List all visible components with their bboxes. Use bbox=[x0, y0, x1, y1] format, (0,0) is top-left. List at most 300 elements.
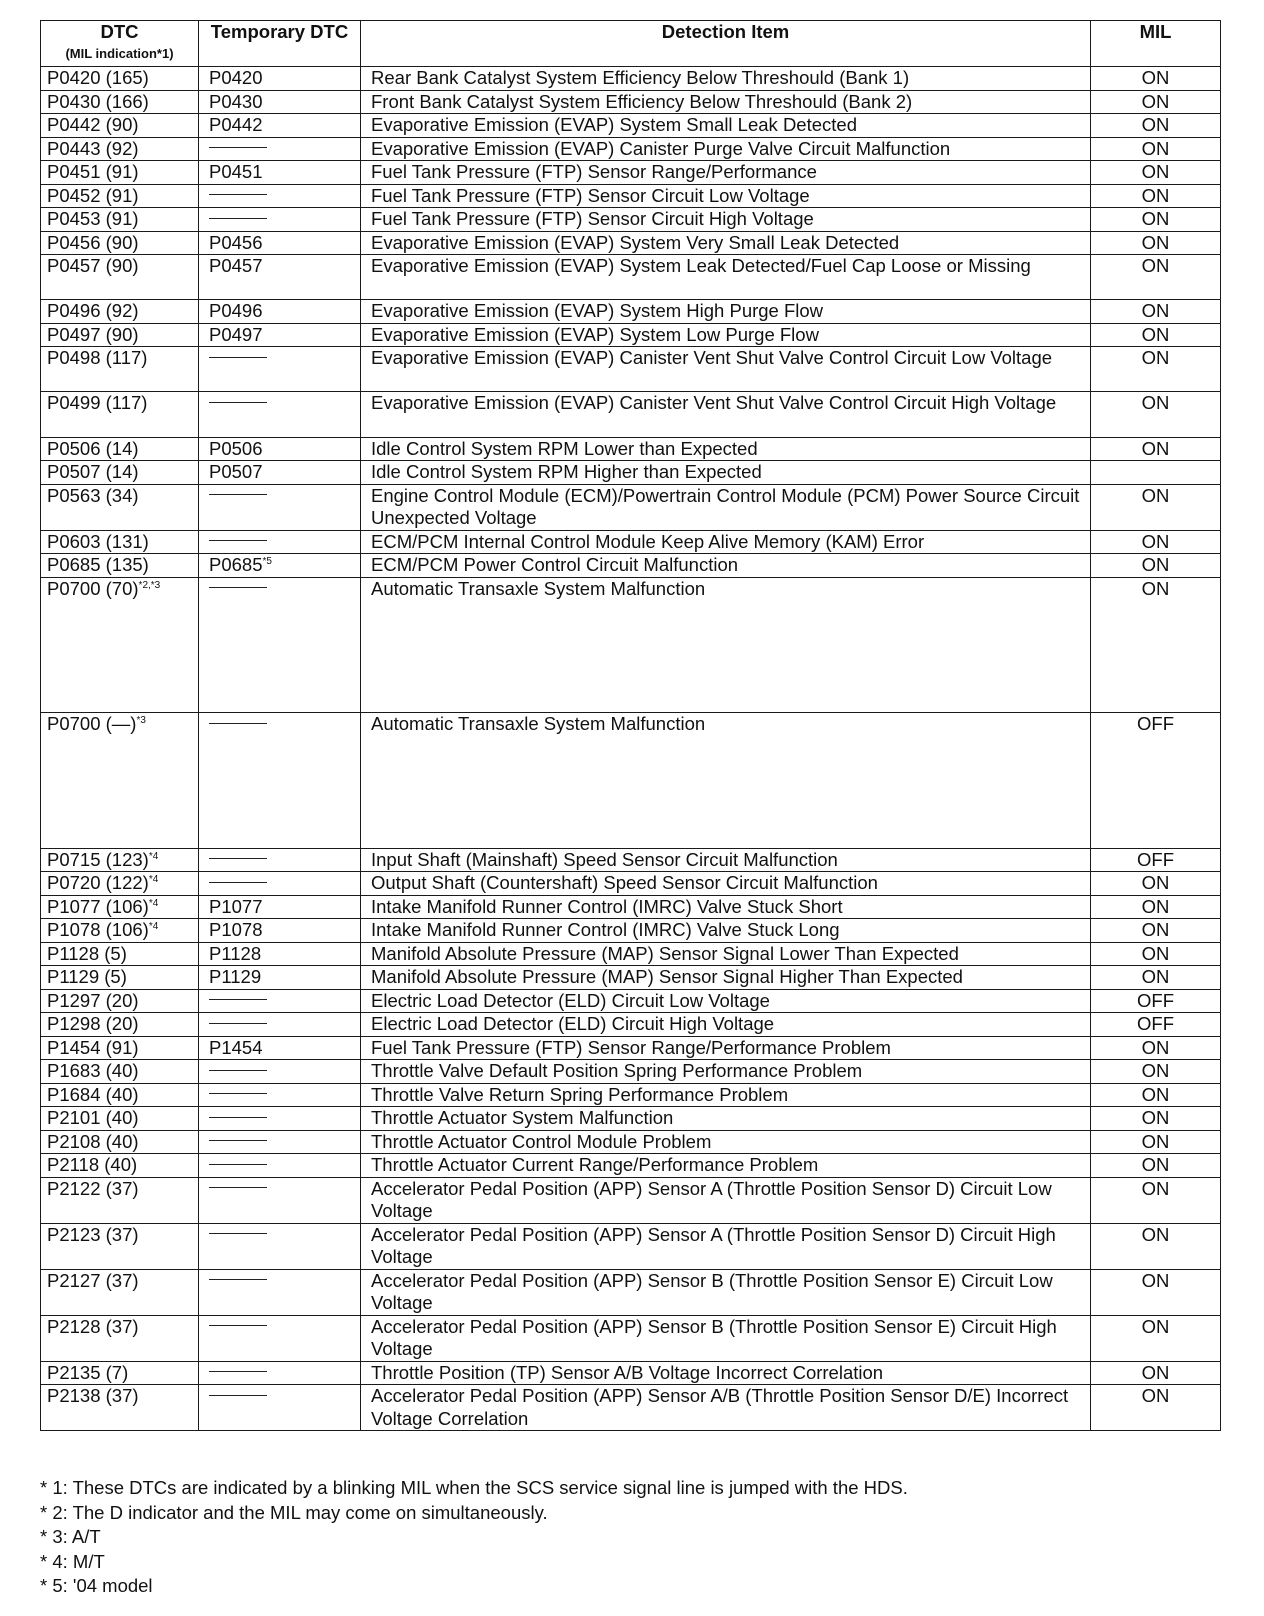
detection-item-cell: Throttle Valve Default Position Spring Performance Problem bbox=[361, 1060, 1091, 1084]
no-temporary-dtc-dash bbox=[209, 540, 267, 541]
dtc-code-cell bbox=[41, 1107, 199, 1131]
dtc-footnote-ref: *4 bbox=[148, 897, 159, 909]
table-row bbox=[41, 1083, 1221, 1107]
table-row bbox=[41, 184, 1221, 208]
dtc-code: P2108 (40) bbox=[47, 1130, 139, 1152]
detection-item-cell: Front Bank Catalyst System Efficiency Below Threshould (Bank 2) bbox=[361, 90, 1091, 114]
temporary-dtc-cell bbox=[199, 1013, 361, 1037]
dtc-code: P0497 (90) bbox=[47, 323, 139, 345]
no-temporary-dtc-dash bbox=[209, 723, 267, 724]
mil-status-cell: ON bbox=[1091, 1361, 1221, 1385]
temporary-dtc-cell bbox=[199, 392, 361, 437]
dtc-code: P1684 (40) bbox=[47, 1083, 139, 1105]
footnote: * 2: The D indicator and the MIL may come on simultaneously. bbox=[40, 1501, 548, 1523]
temporary-dtc-code: P1078 bbox=[209, 919, 263, 941]
mil-status-cell: OFF bbox=[1091, 713, 1221, 849]
table-row bbox=[41, 942, 1221, 966]
detection-item-cell: Rear Bank Catalyst System Efficiency Below Threshould (Bank 1) bbox=[361, 67, 1091, 91]
dtc-code: P0603 (131) bbox=[47, 530, 149, 552]
detection-item-cell: Evaporative Emission (EVAP) System High Purge Flow bbox=[361, 300, 1091, 324]
dtc-code: P1128 (5) bbox=[47, 942, 127, 964]
dtc-code-cell bbox=[41, 323, 199, 347]
mil-status-cell: ON bbox=[1091, 966, 1221, 990]
no-temporary-dtc-dash bbox=[209, 1187, 267, 1188]
temporary-dtc-cell bbox=[199, 530, 361, 554]
detection-item-cell: Fuel Tank Pressure (FTP) Sensor Range/Performance Problem bbox=[361, 1036, 1091, 1060]
header-dtc bbox=[41, 21, 199, 67]
no-temporary-dtc-dash bbox=[209, 218, 267, 219]
dtc-code-cell bbox=[41, 1036, 199, 1060]
temporary-dtc-cell bbox=[199, 137, 361, 161]
mil-status-cell: ON bbox=[1091, 114, 1221, 138]
table-row bbox=[41, 919, 1221, 943]
dtc-code: P0498 (117) bbox=[47, 347, 148, 369]
temporary-dtc-cell bbox=[199, 67, 361, 91]
table-row bbox=[41, 67, 1221, 91]
detection-item-cell: Intake Manifold Runner Control (IMRC) Valve Stuck Long bbox=[361, 919, 1091, 943]
mil-status-cell: ON bbox=[1091, 255, 1221, 300]
table-row bbox=[41, 347, 1221, 392]
no-temporary-dtc-dash bbox=[209, 194, 267, 195]
detection-item-cell: Input Shaft (Mainshaft) Speed Sensor Circuit Malfunction bbox=[361, 848, 1091, 872]
mil-status-cell: ON bbox=[1091, 1154, 1221, 1178]
dtc-code-cell bbox=[41, 530, 199, 554]
temporary-dtc-cell bbox=[199, 347, 361, 392]
dtc-code-cell bbox=[41, 392, 199, 437]
mil-status-cell: OFF bbox=[1091, 848, 1221, 872]
temporary-dtc-cell bbox=[199, 1361, 361, 1385]
no-temporary-dtc-dash bbox=[209, 1325, 267, 1326]
temporary-dtc-cell bbox=[199, 1177, 361, 1223]
mil-status-cell: ON bbox=[1091, 90, 1221, 114]
temporary-dtc-cell bbox=[199, 872, 361, 896]
dtc-footnote-ref: *4 bbox=[148, 874, 159, 886]
table-row bbox=[41, 989, 1221, 1013]
temporary-dtc-code: P1128 bbox=[209, 942, 262, 964]
table-row bbox=[41, 161, 1221, 185]
detection-item-cell: Electric Load Detector (ELD) Circuit Low Voltage bbox=[361, 989, 1091, 1013]
header-dtc-label: DTC bbox=[100, 21, 139, 42]
dtc-code-cell bbox=[41, 713, 199, 849]
no-temporary-dtc-dash bbox=[209, 494, 267, 495]
dtc-code: P2138 (37) bbox=[47, 1385, 139, 1407]
temporary-dtc-code: P0506 bbox=[209, 437, 263, 459]
no-temporary-dtc-dash bbox=[209, 1070, 267, 1071]
mil-status-cell: ON bbox=[1091, 919, 1221, 943]
dtc-code: P0443 (92) bbox=[47, 137, 139, 159]
dtc-code: P0456 (90) bbox=[47, 231, 139, 253]
table-row bbox=[41, 1013, 1221, 1037]
temporary-dtc-cell bbox=[199, 942, 361, 966]
no-temporary-dtc-dash bbox=[209, 1023, 267, 1024]
no-temporary-dtc-dash bbox=[209, 1371, 267, 1372]
detection-item-cell: ECM/PCM Power Control Circuit Malfunction bbox=[361, 554, 1091, 578]
detection-item-cell: Throttle Position (TP) Sensor A/B Voltage Incorrect Correlation bbox=[361, 1361, 1091, 1385]
mil-status-cell: ON bbox=[1091, 323, 1221, 347]
dtc-footnote-ref: *4 bbox=[148, 921, 159, 933]
temporary-dtc-code: P1077 bbox=[209, 895, 263, 917]
no-temporary-dtc-dash bbox=[209, 402, 267, 403]
mil-status-cell: ON bbox=[1091, 895, 1221, 919]
mil-status-cell: ON bbox=[1091, 1107, 1221, 1131]
dtc-code-cell bbox=[41, 347, 199, 392]
dtc-code-cell bbox=[41, 919, 199, 943]
table-row bbox=[41, 1154, 1221, 1178]
detection-item-cell: Automatic Transaxle System Malfunction bbox=[361, 713, 1091, 849]
footnotes bbox=[40, 1476, 1140, 1599]
table-row bbox=[41, 1269, 1221, 1315]
mil-status-cell: ON bbox=[1091, 1036, 1221, 1060]
mil-status-cell: ON bbox=[1091, 67, 1221, 91]
footnote: * 3: A/T bbox=[40, 1526, 101, 1547]
detection-item-cell: Fuel Tank Pressure (FTP) Sensor Range/Performance bbox=[361, 161, 1091, 185]
temporary-dtc-cell bbox=[199, 1269, 361, 1315]
detection-item-cell: Accelerator Pedal Position (APP) Sensor B (Throttle Position Sensor E) Circuit Low Voltage bbox=[361, 1269, 1091, 1315]
temporary-dtc-cell bbox=[199, 577, 361, 713]
dtc-footnote-ref: *2,*3 bbox=[138, 579, 161, 591]
no-temporary-dtc-dash bbox=[209, 1395, 267, 1396]
mil-status-cell: OFF bbox=[1091, 989, 1221, 1013]
mil-status-cell: ON bbox=[1091, 1315, 1221, 1361]
table-row bbox=[41, 323, 1221, 347]
dtc-code: P1078 (106) bbox=[47, 919, 149, 941]
footnote: * 5: '04 model bbox=[40, 1575, 153, 1596]
detection-item-cell: Idle Control System RPM Higher than Expected bbox=[361, 461, 1091, 485]
table-body bbox=[41, 67, 1221, 1431]
mil-status-cell: ON bbox=[1091, 1177, 1221, 1223]
detection-item-cell: Manifold Absolute Pressure (MAP) Sensor Signal Higher Than Expected bbox=[361, 966, 1091, 990]
temporary-dtc-cell bbox=[199, 184, 361, 208]
temporary-dtc-code: P0442 bbox=[209, 114, 263, 135]
dtc-code-cell bbox=[41, 989, 199, 1013]
footnote: * 1: These DTCs are indicated by a blinking MIL when the SCS service signal line is jumped with the HDS. bbox=[40, 1477, 908, 1498]
temporary-dtc-cell bbox=[199, 989, 361, 1013]
dtc-code-cell bbox=[41, 848, 199, 872]
table-row bbox=[41, 1060, 1221, 1084]
detection-item-cell: Manifold Absolute Pressure (MAP) Sensor Signal Lower Than Expected bbox=[361, 942, 1091, 966]
dtc-code-cell bbox=[41, 577, 199, 713]
dtc-code: P0430 (166) bbox=[47, 90, 149, 112]
detection-item-cell: Output Shaft (Countershaft) Speed Sensor Circuit Malfunction bbox=[361, 872, 1091, 896]
dtc-code: P0499 (117) bbox=[47, 392, 148, 414]
table-row bbox=[41, 1177, 1221, 1223]
dtc-code: P1454 (91) bbox=[47, 1036, 139, 1058]
dtc-code: P0700 (—) bbox=[47, 713, 137, 735]
detection-item-cell: Evaporative Emission (EVAP) System Low Purge Flow bbox=[361, 323, 1091, 347]
dtc-code: P2123 (37) bbox=[47, 1223, 139, 1245]
dtc-code-cell bbox=[41, 1361, 199, 1385]
mil-status-cell bbox=[1091, 461, 1221, 485]
dtc-code-cell bbox=[41, 461, 199, 485]
header-temporary-dtc: Temporary DTC bbox=[199, 21, 361, 67]
no-temporary-dtc-dash bbox=[209, 858, 267, 859]
no-temporary-dtc-dash bbox=[209, 357, 267, 358]
temporary-dtc-cell bbox=[199, 966, 361, 990]
temporary-dtc-cell bbox=[199, 323, 361, 347]
dtc-code-cell bbox=[41, 300, 199, 324]
mil-status-cell: ON bbox=[1091, 392, 1221, 437]
no-temporary-dtc-dash bbox=[209, 587, 267, 588]
mil-status-cell: ON bbox=[1091, 137, 1221, 161]
dtc-code-cell bbox=[41, 1083, 199, 1107]
detection-item-cell: Throttle Valve Return Spring Performance Problem bbox=[361, 1083, 1091, 1107]
temporary-dtc-cell bbox=[199, 484, 361, 530]
detection-item-cell: Accelerator Pedal Position (APP) Sensor A/B (Throttle Position Sensor D/E) Incorrect Voltage Correlation bbox=[361, 1385, 1091, 1431]
dtc-code: P1129 (5) bbox=[47, 966, 127, 988]
dtc-code-cell bbox=[41, 1130, 199, 1154]
temporary-dtc-cell bbox=[199, 90, 361, 114]
dtc-code-cell bbox=[41, 208, 199, 232]
detection-item-cell: Evaporative Emission (EVAP) Canister Vent Shut Valve Control Circuit High Voltage bbox=[361, 392, 1091, 437]
mil-status-cell: OFF bbox=[1091, 1013, 1221, 1037]
dtc-code: P2122 (37) bbox=[47, 1177, 139, 1199]
mil-status-cell: ON bbox=[1091, 1060, 1221, 1084]
table-row bbox=[41, 1315, 1221, 1361]
temporary-dtc-cell bbox=[199, 895, 361, 919]
dtc-code-cell bbox=[41, 114, 199, 138]
dtc-code-cell bbox=[41, 1013, 199, 1037]
detection-item-cell: Electric Load Detector (ELD) Circuit High Voltage bbox=[361, 1013, 1091, 1037]
temporary-dtc-code: P0496 bbox=[209, 300, 263, 322]
table-row bbox=[41, 300, 1221, 324]
table-row bbox=[41, 1130, 1221, 1154]
temporary-dtc-cell bbox=[199, 300, 361, 324]
mil-status-cell: ON bbox=[1091, 184, 1221, 208]
detection-item-cell: Idle Control System RPM Lower than Expected bbox=[361, 437, 1091, 461]
dtc-footnote-ref: *4 bbox=[148, 850, 159, 862]
dtc-code-cell bbox=[41, 1177, 199, 1223]
temporary-dtc-cell bbox=[199, 114, 361, 138]
table-row bbox=[41, 484, 1221, 530]
detection-item-cell: Evaporative Emission (EVAP) Canister Purge Valve Circuit Malfunction bbox=[361, 137, 1091, 161]
dtc-code: P2128 (37) bbox=[47, 1315, 139, 1337]
no-temporary-dtc-dash bbox=[209, 1233, 267, 1234]
mil-status-cell: ON bbox=[1091, 1130, 1221, 1154]
dtc-code: P1683 (40) bbox=[47, 1060, 139, 1082]
table-row bbox=[41, 1223, 1221, 1269]
dtc-code: P1297 (20) bbox=[47, 989, 139, 1011]
mil-status-cell: ON bbox=[1091, 208, 1221, 232]
temporary-dtc-cell bbox=[199, 1385, 361, 1431]
dtc-code: P0685 (135) bbox=[47, 554, 149, 576]
no-temporary-dtc-dash bbox=[209, 1164, 267, 1165]
dtc-code-cell bbox=[41, 437, 199, 461]
dtc-code: P0506 (14) bbox=[47, 437, 139, 459]
temporary-dtc-cell bbox=[199, 437, 361, 461]
mil-status-cell: ON bbox=[1091, 530, 1221, 554]
dtc-code: P2127 (37) bbox=[47, 1269, 139, 1291]
dtc-code-cell bbox=[41, 184, 199, 208]
dtc-code: P0442 (90) bbox=[47, 114, 139, 135]
temporary-dtc-cell bbox=[199, 255, 361, 300]
temporary-dtc-code: P0456 bbox=[209, 231, 263, 253]
dtc-code-cell bbox=[41, 1269, 199, 1315]
temporary-dtc-cell bbox=[199, 231, 361, 255]
mil-status-cell: ON bbox=[1091, 942, 1221, 966]
detection-item-cell: Automatic Transaxle System Malfunction bbox=[361, 577, 1091, 713]
temporary-dtc-cell bbox=[199, 1083, 361, 1107]
temporary-dtc-cell bbox=[199, 1036, 361, 1060]
table-row bbox=[41, 114, 1221, 138]
header-row bbox=[41, 21, 1221, 67]
dtc-code-cell bbox=[41, 161, 199, 185]
dtc-code: P2101 (40) bbox=[47, 1107, 139, 1129]
mil-status-cell: ON bbox=[1091, 577, 1221, 713]
table-row bbox=[41, 713, 1221, 849]
table-row bbox=[41, 1385, 1221, 1431]
dtc-code-cell bbox=[41, 484, 199, 530]
mil-status-cell: ON bbox=[1091, 1385, 1221, 1431]
no-temporary-dtc-dash bbox=[209, 1117, 267, 1118]
dtc-code: P0563 (34) bbox=[47, 484, 139, 506]
header-dtc-sub: (MIL indication*1) bbox=[65, 45, 174, 61]
no-temporary-dtc-dash bbox=[209, 147, 267, 148]
dtc-code-cell bbox=[41, 255, 199, 300]
no-temporary-dtc-dash bbox=[209, 882, 267, 883]
table-row bbox=[41, 1361, 1221, 1385]
detection-item-cell: Accelerator Pedal Position (APP) Sensor B (Throttle Position Sensor E) Circuit High Voltage bbox=[361, 1315, 1091, 1361]
no-temporary-dtc-dash bbox=[209, 1279, 267, 1280]
mil-status-cell: ON bbox=[1091, 484, 1221, 530]
dtc-code: P0451 (91) bbox=[47, 161, 139, 182]
mil-status-cell: ON bbox=[1091, 437, 1221, 461]
detection-item-cell: Evaporative Emission (EVAP) Canister Vent Shut Valve Control Circuit Low Voltage bbox=[361, 347, 1091, 392]
mil-status-cell: ON bbox=[1091, 554, 1221, 578]
mil-status-cell: ON bbox=[1091, 872, 1221, 896]
temporary-dtc-code: P1454 bbox=[209, 1036, 263, 1058]
detection-item-cell: Accelerator Pedal Position (APP) Sensor A (Throttle Position Sensor D) Circuit High Voltage bbox=[361, 1223, 1091, 1269]
table-row bbox=[41, 255, 1221, 300]
header-mil: MIL bbox=[1091, 21, 1221, 67]
mil-status-cell: ON bbox=[1091, 347, 1221, 392]
detection-item-cell: Evaporative Emission (EVAP) System Small Leak Detected bbox=[361, 114, 1091, 138]
mil-status-cell: ON bbox=[1091, 1269, 1221, 1315]
table-row bbox=[41, 208, 1221, 232]
detection-item-cell: Throttle Actuator System Malfunction bbox=[361, 1107, 1091, 1131]
dtc-code-cell bbox=[41, 1385, 199, 1431]
temporary-dtc-code: P0685 bbox=[209, 554, 263, 576]
dtc-code-cell bbox=[41, 67, 199, 91]
temporary-dtc-cell bbox=[199, 848, 361, 872]
dtc-code-cell bbox=[41, 90, 199, 114]
dtc-code: P0453 (91) bbox=[47, 208, 139, 229]
dtc-code: P0496 (92) bbox=[47, 300, 139, 322]
dtc-table bbox=[40, 20, 1221, 1431]
no-temporary-dtc-dash bbox=[209, 1093, 267, 1094]
detection-item-cell: Fuel Tank Pressure (FTP) Sensor Circuit High Voltage bbox=[361, 208, 1091, 232]
dtc-code-cell bbox=[41, 1060, 199, 1084]
dtc-code-cell bbox=[41, 966, 199, 990]
temporary-dtc-cell bbox=[199, 461, 361, 485]
table-row bbox=[41, 872, 1221, 896]
table-row bbox=[41, 437, 1221, 461]
mil-status-cell: ON bbox=[1091, 1223, 1221, 1269]
temporary-footnote-ref: *5 bbox=[262, 555, 272, 567]
mil-status-cell: ON bbox=[1091, 231, 1221, 255]
dtc-code-cell bbox=[41, 895, 199, 919]
dtc-code-cell bbox=[41, 137, 199, 161]
table-row bbox=[41, 530, 1221, 554]
dtc-code-cell bbox=[41, 1223, 199, 1269]
detection-item-cell: ECM/PCM Internal Control Module Keep Alive Memory (KAM) Error bbox=[361, 530, 1091, 554]
table-row bbox=[41, 461, 1221, 485]
detection-item-cell: Throttle Actuator Current Range/Performance Problem bbox=[361, 1154, 1091, 1178]
dtc-code: P1298 (20) bbox=[47, 1013, 139, 1035]
dtc-footnote-ref: *3 bbox=[136, 715, 146, 726]
detection-item-cell: Engine Control Module (ECM)/Powertrain Control Module (PCM) Power Source Circuit Unexpected Voltage bbox=[361, 484, 1091, 530]
table-row bbox=[41, 554, 1221, 578]
temporary-dtc-cell bbox=[199, 713, 361, 849]
temporary-dtc-code: P0430 bbox=[209, 90, 263, 112]
dtc-code: P1077 (106) bbox=[47, 895, 149, 917]
table-row bbox=[41, 137, 1221, 161]
dtc-code: P0420 (165) bbox=[47, 67, 149, 88]
temporary-dtc-cell bbox=[199, 1223, 361, 1269]
temporary-dtc-code: P0507 bbox=[209, 461, 263, 483]
mil-status-cell: ON bbox=[1091, 300, 1221, 324]
dtc-code-cell bbox=[41, 1154, 199, 1178]
table-row bbox=[41, 577, 1221, 713]
temporary-dtc-cell bbox=[199, 1060, 361, 1084]
temporary-dtc-code: P0457 bbox=[209, 255, 263, 276]
temporary-dtc-cell bbox=[199, 208, 361, 232]
dtc-code: P0715 (123) bbox=[47, 848, 149, 870]
temporary-dtc-code: P0420 bbox=[209, 67, 263, 88]
no-temporary-dtc-dash bbox=[209, 999, 267, 1000]
header-detection-item: Detection Item bbox=[361, 21, 1091, 67]
dtc-code: P0507 (14) bbox=[47, 461, 139, 483]
detection-item-cell: Throttle Actuator Control Module Problem bbox=[361, 1130, 1091, 1154]
temporary-dtc-code: P0451 bbox=[209, 161, 263, 182]
mil-status-cell: ON bbox=[1091, 1083, 1221, 1107]
detection-item-cell: Evaporative Emission (EVAP) System Leak Detected/Fuel Cap Loose or Missing bbox=[361, 255, 1091, 300]
temporary-dtc-cell bbox=[199, 919, 361, 943]
table-row bbox=[41, 895, 1221, 919]
dtc-code-cell bbox=[41, 872, 199, 896]
detection-item-cell: Evaporative Emission (EVAP) System Very Small Leak Detected bbox=[361, 231, 1091, 255]
dtc-code: P0457 (90) bbox=[47, 255, 139, 276]
detection-item-cell: Intake Manifold Runner Control (IMRC) Valve Stuck Short bbox=[361, 895, 1091, 919]
mil-status-cell: ON bbox=[1091, 161, 1221, 185]
footnote: * 4: M/T bbox=[40, 1550, 105, 1572]
temporary-dtc-cell bbox=[199, 1107, 361, 1131]
temporary-dtc-code: P0497 bbox=[209, 323, 263, 345]
detection-item-cell: Accelerator Pedal Position (APP) Sensor A (Throttle Position Sensor D) Circuit Low Voltage bbox=[361, 1177, 1091, 1223]
dtc-code-cell bbox=[41, 231, 199, 255]
dtc-code-cell bbox=[41, 1315, 199, 1361]
dtc-code-cell bbox=[41, 554, 199, 578]
no-temporary-dtc-dash bbox=[209, 1140, 267, 1141]
dtc-code-cell bbox=[41, 942, 199, 966]
temporary-dtc-cell bbox=[199, 1154, 361, 1178]
detection-item-cell: Fuel Tank Pressure (FTP) Sensor Circuit Low Voltage bbox=[361, 184, 1091, 208]
temporary-dtc-code: P1129 bbox=[209, 966, 262, 988]
temporary-dtc-cell bbox=[199, 554, 361, 578]
table-row bbox=[41, 1036, 1221, 1060]
table-row bbox=[41, 848, 1221, 872]
dtc-code: P0720 (122) bbox=[47, 872, 149, 894]
table-row bbox=[41, 966, 1221, 990]
table-row bbox=[41, 90, 1221, 114]
dtc-code: P2118 (40) bbox=[47, 1154, 138, 1176]
dtc-code: P2135 (7) bbox=[47, 1361, 129, 1383]
table-row bbox=[41, 1107, 1221, 1131]
table-row bbox=[41, 392, 1221, 437]
dtc-code: P0700 (70) bbox=[47, 577, 139, 599]
temporary-dtc-cell bbox=[199, 161, 361, 185]
temporary-dtc-cell bbox=[199, 1315, 361, 1361]
table-row bbox=[41, 231, 1221, 255]
